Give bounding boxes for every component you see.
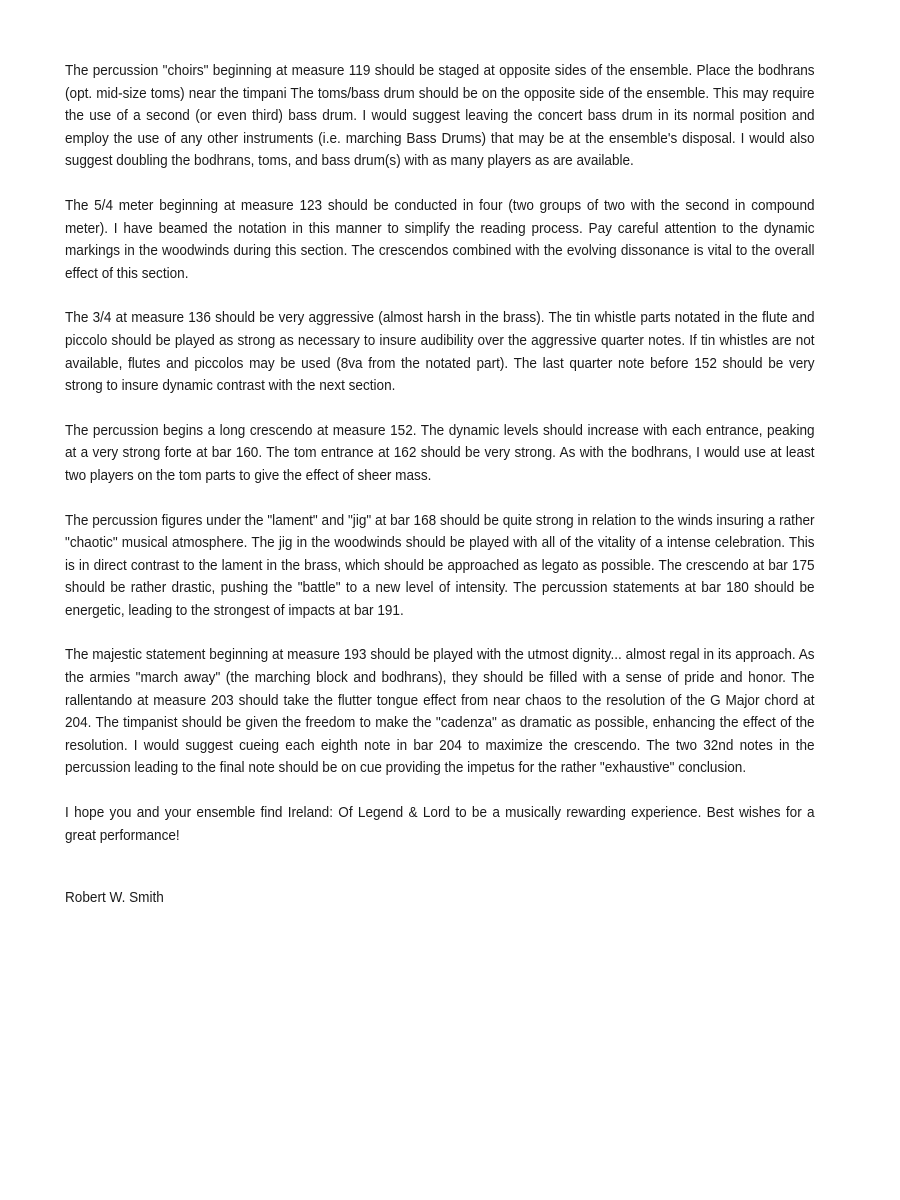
paragraph-percussion-crescendo: The percussion begins a long crescendo at measure 152. The dynamic levels should increase with each entrance, peaking at a very strong forte at bar 160. The tom entrance at 162 should be very strong. As with the bodhrans, I would use at least two players on the tom parts to give the effect of sheer mass. xyxy=(65,422,815,484)
author-signature: Robert W. Smith xyxy=(65,890,164,907)
paragraph-five-four-meter: The 5/4 meter beginning at measure 123 should be conducted in four (two groups of two with the second in compound meter). I have beamed the notation in this manner to simplify the reading process. Pay careful attention to the dynamic markings in the woodwinds during this section. The crescendos combined with the evolving dissonance is vital to the overall effect of this section. xyxy=(65,197,815,282)
paragraph-closing-wishes: I hope you and your ensemble find Ireland: Of Legend & Lord to be a musically rewarding experience. Best wishes for a great performance! xyxy=(65,805,815,844)
document-page xyxy=(65,60,815,932)
paragraph-three-four-measure: The 3/4 at measure 136 should be very aggressive (almost harsh in the brass). The tin whistle parts notated in the flute and piccolo should be played as strong as necessary to insure audibility over the aggressive quarter notes. If tin whistles are not available, flutes and piccolos may be used (8va from the notated part). The last quarter note before 152 should be very strong to insure dynamic contrast with the next section. xyxy=(65,310,815,395)
paragraph-percussion-choirs: The percussion "choirs" beginning at measure 119 should be staged at opposite sides of the ensemble. Place the bodhrans (opt. mid-size toms) near the timpani The toms/bass drum should be on the opposite side of the ensemble. This may require the use of a second (or even third) bass drum. I would suggest leaving the concert bass drum in its normal position and employ the use of any other instruments (i.e. marching Bass Drums) that may be at the ensemble's disposal. I would also suggest doubling the bodhrans, toms, and bass drum(s) with as many players as are available. xyxy=(65,63,815,170)
paragraph-lament-and-jig: The percussion figures under the "lament" and "jig" at bar 168 should be quite strong in relation to the winds insuring a rather "chaotic" musical atmosphere. The jig in the woodwinds should be played with all of the vitality of a intense celebration. This is in direct contrast to the lament in the brass, which should be approached as legato as possible. The crescendo at bar 175 should be rather drastic, pushing the "battle" to a new level of intensity. The percussion statements at bar 180 should be energetic, leading to the strongest of impacts at bar 191. xyxy=(65,512,815,619)
paragraph-majestic-statement: The majestic statement beginning at measure 193 should be played with the utmost dignity... almost regal in its approach. As the armies "march away" (the marching block and bodhrans), they should be filled with a sense of pride and honor. The rallentando at measure 203 should take the flutter tongue effect from near chaos to the resolution of the G Major chord at 204. The timpanist should be given the freedom to make the "cadenza" as dramatic as possible, enhancing the effect of the resolution. I would suggest cueing each eighth note in bar 204 to maximize the crescendo. The two 32nd notes in the percussion leading to the final note should be on cue providing the impetus for the rather "exhaustive" conclusion. xyxy=(65,647,815,777)
